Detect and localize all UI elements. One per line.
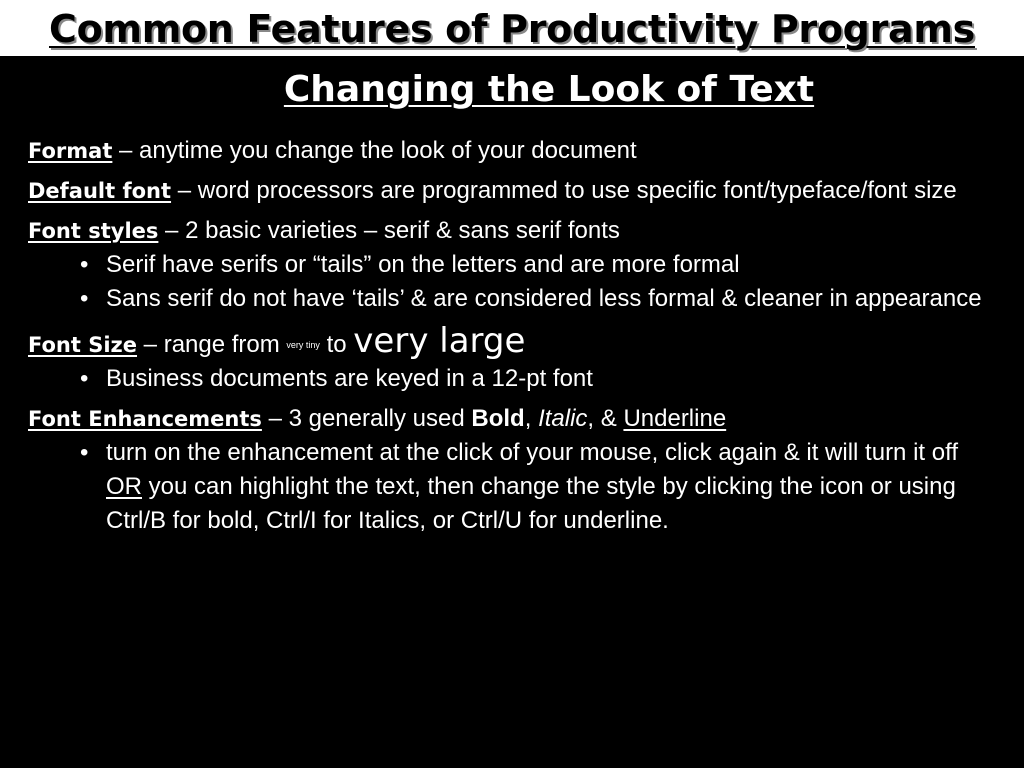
font-enhancements-text: – 3 generally used	[261, 405, 472, 432]
font-size-paragraph	[28, 321, 990, 362]
font-size-text: – range from	[137, 331, 287, 358]
default-font-paragraph	[28, 174, 990, 208]
bold-sample: Bold	[471, 405, 525, 432]
font-size-term: Font Size	[28, 333, 138, 357]
very-large-sample: very large	[353, 321, 526, 361]
font-styles-text: – 2 basic varieties – serif & sans serif fonts	[158, 217, 620, 244]
bullet-text: Business documents are keyed in a 12-pt font	[106, 365, 593, 392]
font-enhancements-paragraph	[28, 402, 990, 436]
very-tiny-sample: very tiny	[286, 340, 320, 350]
bullet-text-part1: turn on the enhancement at the click of your mouse, click again & it will turn it off	[106, 439, 958, 466]
serif-bullet	[28, 248, 990, 282]
bullet-text-part2: you can highlight the text, then change the style by clicking the icon or using Ctrl/B for bold, Ctrl/I for Italics, or Ctrl/U for underline.	[106, 473, 956, 534]
underline-sample: Underline	[623, 405, 727, 432]
font-styles-term: Font styles	[28, 219, 159, 243]
bullet-text: Serif have serifs or “tails” on the letters and are more formal	[106, 251, 740, 278]
font-styles-paragraph	[28, 214, 990, 248]
default-font-text: – word processors are programmed to use specific font/typeface/font size	[171, 177, 957, 204]
format-text: – anytime you change the look of your document	[112, 137, 637, 164]
default-font-term: Default font	[28, 179, 172, 203]
italic-sample: Italic	[538, 405, 588, 432]
or-word: OR	[106, 473, 142, 500]
bullet-mark: •	[80, 251, 89, 278]
slide-content	[28, 134, 990, 538]
slide-subtitle: Changing the Look of Text	[283, 69, 815, 110]
bullet-mark: •	[80, 285, 89, 312]
font-size-to: to	[319, 331, 354, 358]
sans-serif-bullet	[28, 282, 990, 316]
bullet-mark: •	[80, 439, 89, 466]
slide-title: Common Features of Productivity Programs	[49, 7, 975, 51]
comma-separator: , &	[587, 405, 624, 432]
bullet-mark: •	[80, 365, 89, 392]
business-docs-bullet	[28, 362, 990, 396]
bullet-text: Sans serif do not have ‘tails’ & are considered less formal & cleaner in appearance	[106, 285, 982, 312]
comma-separator: ,	[524, 405, 539, 432]
font-enhancements-term: Font Enhancements	[28, 407, 262, 431]
format-term: Format	[28, 139, 113, 163]
format-paragraph	[28, 134, 990, 168]
enhancement-bullet	[28, 436, 990, 538]
